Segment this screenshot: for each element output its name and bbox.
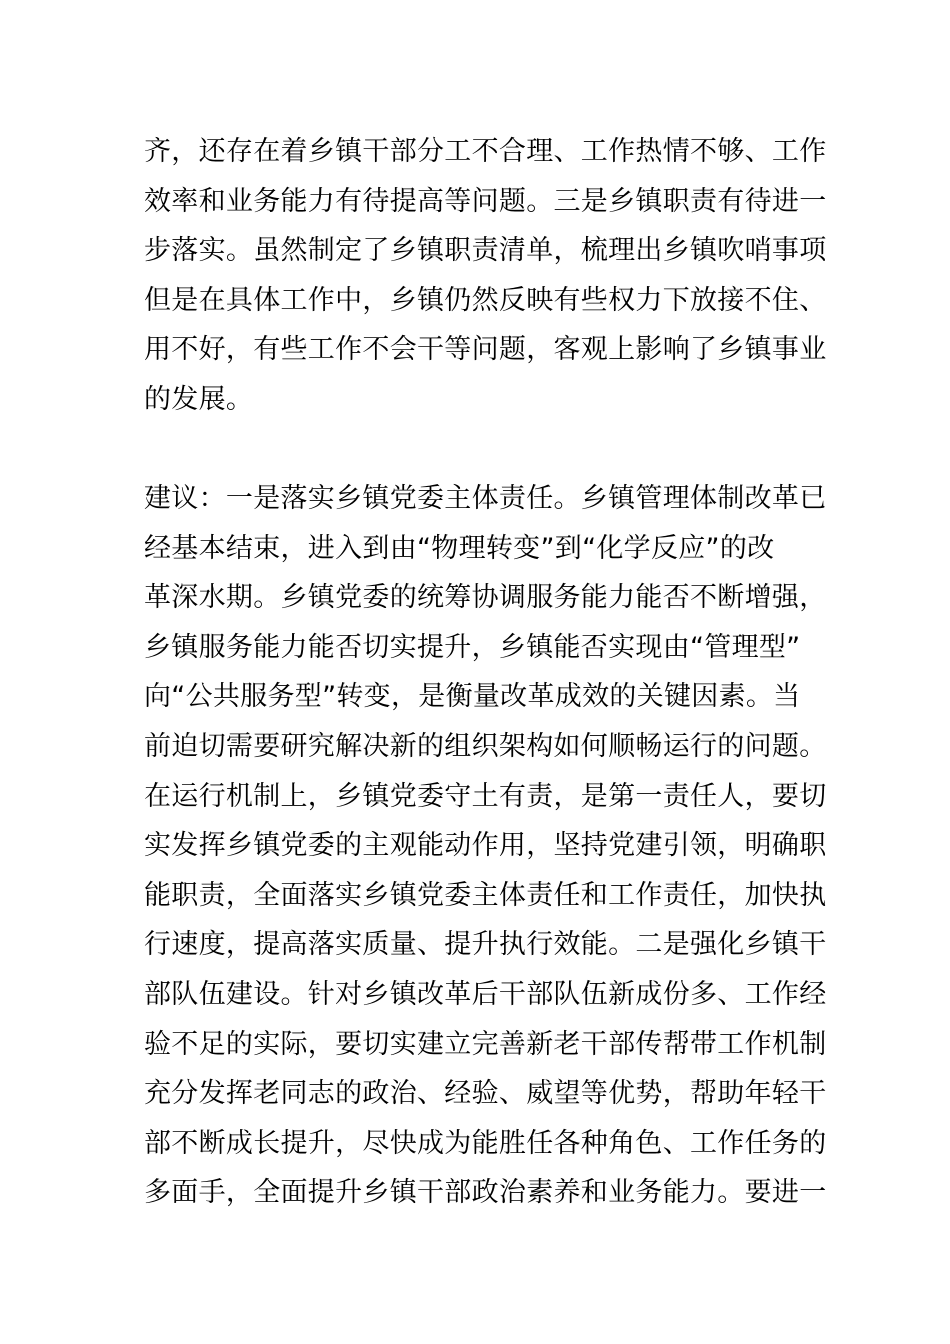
- text-line: 乡镇服务能力能否切实提升，乡镇能否实现由“管理型”: [144, 631, 801, 663]
- text-line: 革深水期。乡镇党委的统筹协调服务能力能否不断增强，: [144, 582, 827, 614]
- text-line: 前迫切需要研究解决新的组织架构如何顺畅运行的问题。: [144, 730, 827, 762]
- text-line: 部不断成长提升，尽快成为能胜任各种角色、工作任务的: [144, 1127, 827, 1159]
- text-line: 齐，还存在着乡镇干部分工不合理、工作热情不够、工作: [144, 136, 827, 167]
- text-line: 的发展。: [144, 383, 254, 415]
- text-line: 效率和业务能力有待提高等问题。三是乡镇职责有待进一: [144, 185, 827, 217]
- text-line: 实发挥乡镇党委的主观能动作用，坚持党建引领，明确职: [144, 830, 827, 862]
- paragraph-1: [144, 127, 827, 425]
- text-line: 部队伍建设。针对乡镇改革后干部队伍新成份多、工作经: [144, 978, 827, 1010]
- text-line: 但是在具体工作中，乡镇仍然反映有些权力下放接不住、: [144, 284, 827, 316]
- text-line: 充分发挥老同志的政治、经验、威望等优势，帮助年轻干: [144, 1078, 827, 1110]
- text-line: 向“公共服务型”转变，是衡量改革成效的关键因素。当: [144, 681, 801, 713]
- text-line: 多面手，全面提升乡镇干部政治素养和业务能力。要进一: [144, 1177, 827, 1209]
- text-line: 验不足的实际，要切实建立完善新老干部传帮带工作机制: [144, 1028, 827, 1060]
- text-line: 步落实。虽然制定了乡镇职责清单，梳理出乡镇吹哨事项: [144, 235, 827, 267]
- text-line: 行速度，提高落实质量、提升执行效能。二是强化乡镇干: [144, 929, 827, 961]
- text-line: 建议：一是落实乡镇党委主体责任。乡镇管理体制改革已: [144, 483, 827, 514]
- text-line: 经基本结束，进入到由“物理转变”到“化学反应”的改: [144, 532, 775, 564]
- text-line: 在运行机制上，乡镇党委守土有责，是第一责任人，要切: [144, 780, 827, 812]
- text-line: 能职责，全面落实乡镇党委主体责任和工作责任，加快执: [144, 879, 827, 911]
- paragraph-2: [144, 474, 827, 1218]
- text-line: 用不好，有些工作不会干等问题，客观上影响了乡镇事业: [144, 334, 827, 366]
